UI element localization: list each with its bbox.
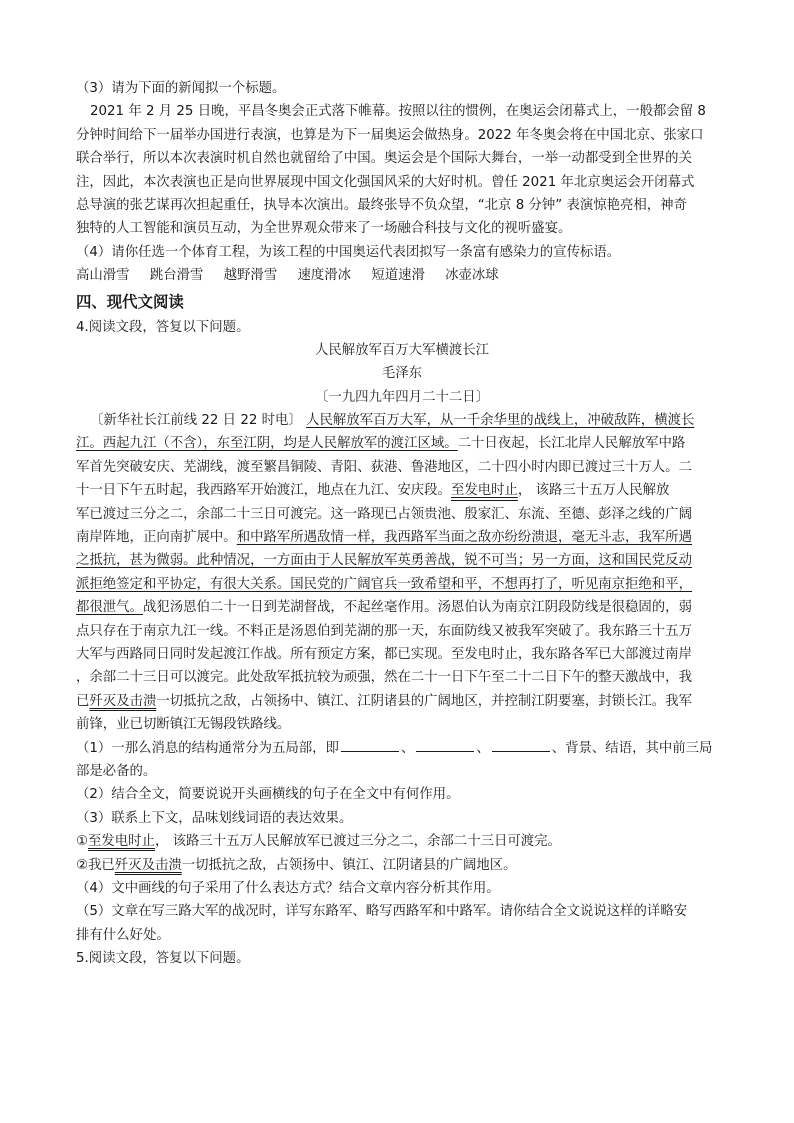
article-author: 毛泽东: [381, 366, 423, 382]
article-text: ， 该路三十五万人民解放: [517, 483, 670, 499]
question-5: （5）文章在写三路大军的战况时，详写东路军、略写西路军和中路军。请你结合全文说说这样的详略安: [76, 904, 688, 920]
underlined-sentence: 和中路军所遇敌情一样，我西路军当面之敌亦纷纷溃退，毫无斗志，我军所遇: [236, 530, 692, 546]
question-text: ， 该路三十五万人民解放军已渡过三分之二，余部二十三日可渡完。: [154, 834, 561, 850]
sport-item: 冰壶冰球: [445, 268, 499, 284]
underlined-opening-sentence-end: 江。西起九江（不含），东至江阴，均是人民解放军的渡江区域。: [76, 436, 458, 452]
question-3-item-1: [76, 830, 728, 853]
question-3-prompt: （3）请为下面的新闻拟一个标题。: [76, 81, 286, 96]
sport-item: 越野滑雪: [223, 268, 278, 284]
sport-item: 跳台滑雪: [149, 268, 204, 284]
article-text: 南岸阵地，正向南扩展中。: [76, 530, 237, 546]
news-line-5: 总导演的张艺谋再次担起重任，执导本次演出。最终张导不负众望，“北京 8 分钟” 表演惊艳亮相，神奇: [76, 197, 687, 213]
sports-list: [76, 264, 728, 287]
article-text: 一切抵抗之敌，占领扬中、镇江、江阴诸县的广阔地区，并控制江阴要塞，封锁长江。我军: [156, 693, 692, 709]
underlined-sentence: 之抵抗，甚为微弱。此种情况，一方面由于人民解放军英勇善战，锐不可当；另一方面，这和国民党反动: [76, 553, 692, 569]
sport-item: 短道速滑: [371, 268, 425, 284]
section-heading: 四、现代文阅读: [76, 292, 184, 311]
marked-phrase: 歼灭及击溃: [114, 857, 182, 873]
article-text: 战犯汤恩伯二十一日到芜湖督战，不起丝毫作用。汤恩伯认为南京江阴段防线是很稳固的，弱: [142, 600, 692, 616]
answer-blank[interactable]: [492, 737, 550, 752]
underlined-sentence: 都很泄气。: [76, 600, 143, 616]
article-line-9: [76, 596, 728, 619]
news-line-6: 独特的人工智能和演员互动，为全世界观众带来了一场融合科技与文化的视听盛宴。: [76, 221, 572, 237]
question-text: 、背景、结语，其中前三局: [551, 740, 713, 756]
question-text: 一切抵抗之敌，占领扬中、镇江、江阴诸县的广阔地区。: [181, 857, 517, 873]
question-4-prompt: （4）请你任选一个体育工程，为该工程的中国奥运代表团拟写一条富有感染力的宣传标语。: [76, 244, 621, 260]
underlined-sentence: 派拒绝签定和平协定，有很大关系。国民党的广阔官兵一致希望和平，不想再打了，听见南京拒绝和平，: [76, 576, 692, 592]
article-text: 二十日夜起，长江北岸人民解放军中路: [457, 436, 686, 452]
article-text: 已: [76, 693, 90, 709]
news-line-1: 2021 年 2 月 25 日晚，平昌冬奥会正式落下帷幕。按照以往的惯例，在奥运会闭幕式上，一般都会留 8: [90, 104, 706, 120]
item-5-intro: 5.阅读文段，答复以下问题。: [76, 951, 250, 967]
item-4-intro: 4.阅读文段，答复以下问题。: [76, 319, 250, 335]
article-line-13: [76, 690, 728, 713]
news-line-4: 注，因此，本次表演也正是向世界展现中国文化强国风采的大好时机。曾任 2021 年北京奥运会开闭幕式: [76, 174, 695, 190]
news-line-2: 分钟时间给下一届举办国进行表演，也算是为下一届奥运会做热身。2022 年冬奥会将在中国北京、张家口: [76, 127, 704, 143]
dateline: 〔新华社长江前线 22 日 22 时电〕: [90, 413, 302, 429]
article-line-8: [76, 573, 728, 596]
question-4: （4）文中画线的句子采用了什么表达方式？结合文章内容分析其作用。: [76, 880, 500, 896]
question-1: （1）一那么消息的结构通常分为五局部，即 、 、 、背景、结语，其中前三局: [76, 737, 728, 760]
document-page: [76, 77, 728, 970]
marked-phrase: 歼灭及击溃: [89, 693, 157, 709]
article-line-6: [76, 526, 728, 549]
question-text: （1）一那么消息的结构通常分为五局部，即: [76, 740, 339, 756]
article-date: 〔一九四九年四月二十二日〕: [314, 389, 490, 405]
question-3-item-2: [76, 854, 728, 877]
question-5-cont: 排有什么好处。: [76, 927, 170, 943]
question-1-cont: 部是必备的。: [76, 763, 157, 779]
article-line-11: 大军与西路同日同时发起渡江作战。所有预定方案，都已实现。至发电时止，我东路各军已大部渡过南岸: [76, 646, 692, 662]
article-line-7: [76, 549, 728, 572]
underlined-opening-sentence: 人民解放军百万大军，从一千余华里的战线上，冲破敌阵，横渡长: [306, 413, 695, 429]
article-line-3: 军首先突破安庆、芜湖线，渡至繁昌铜陵、青阳、荻港、鲁港地区，二十四小时内即已渡过三十万人。二: [76, 459, 692, 475]
marked-phrase: 至发电时止: [450, 483, 518, 499]
news-line-3: 联合举行，所以本次表演时机自然也就留给了中国。奥运会是个国际大舞台，一举一动都受到全世界的关: [76, 151, 692, 167]
question-3: （3）联系上下文，品味划线词语的表达效果。: [76, 810, 353, 826]
question-2: （2）结合全文，简要说说开头画横线的句子在全文中有何作用。: [76, 787, 460, 803]
article-line-2: [76, 432, 728, 455]
sport-item: 速度滑冰: [297, 268, 352, 284]
article-text: 十一日下午五时起，我西路军开始渡江，地点在九江、安庆段。: [76, 483, 451, 499]
article-title: 人民解放军百万大军横渡长江: [314, 342, 490, 358]
answer-blank[interactable]: [341, 737, 399, 752]
answer-blank[interactable]: [416, 737, 474, 752]
question-text: ①: [76, 834, 89, 850]
article-line-4: [76, 479, 728, 502]
marked-phrase: 至发电时止: [88, 834, 155, 850]
article-line-10: 点只存在于南京九江一线。不料正是汤恩伯到芜湖的那一天，东面防线又被我军突破了。我东路三十五万: [76, 623, 692, 639]
sport-item: 高山滑雪: [76, 268, 130, 284]
article-line-12: ，余部二十三日可以渡完。此处敌军抵抗较为顽强，然在二十一日下午至二十二日下午的整天激战中，我: [76, 670, 692, 686]
question-text: ②我已: [76, 857, 115, 873]
article-line-5: 军已渡过三分之二，余部二十三日可渡完。这一路现已占领贵池、殷家汇、东流、至德、彭泽之线的广阔: [76, 506, 692, 522]
article-line-1: [76, 409, 728, 432]
article-line-14: 前锋，业已切断镇江无锡段铁路线。: [76, 717, 291, 733]
